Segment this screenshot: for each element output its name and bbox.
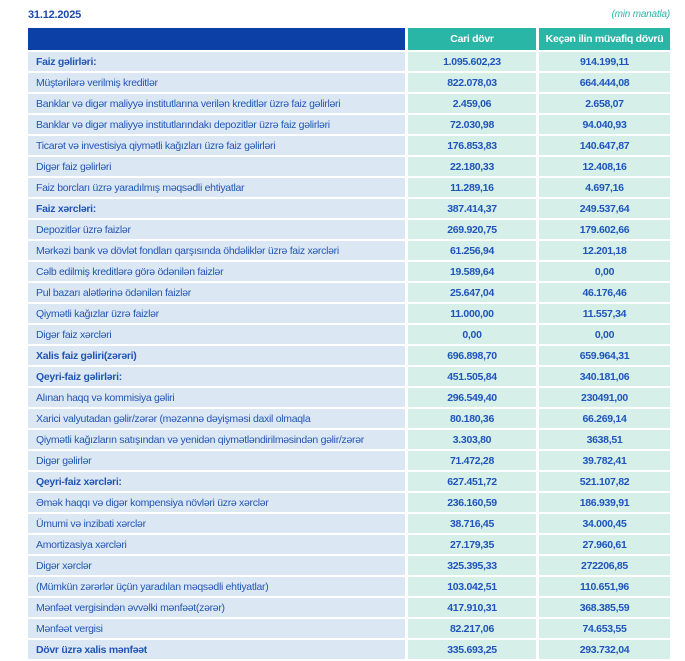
row-label: Xarici valyutadan gəlir/zərər (məzənnə dəyişməsi daxil olmaqla bbox=[28, 409, 405, 428]
currency-unit-note: (min manatla) bbox=[611, 9, 670, 20]
current-period-value: 80.180,36 bbox=[408, 409, 536, 428]
row-label: Alınan haqq və kommisiya gəliri bbox=[28, 388, 405, 407]
previous-period-value: 249.537,64 bbox=[539, 199, 670, 218]
previous-period-value: 293.732,04 bbox=[539, 640, 670, 659]
header-empty-cell bbox=[28, 28, 405, 50]
current-period-value: 325.395,33 bbox=[408, 556, 536, 575]
row-label: Digər gəlirlər bbox=[28, 451, 405, 470]
current-period-value: 72.030,98 bbox=[408, 115, 536, 134]
header-previous-period: Keçən ilin müvafiq dövrü bbox=[539, 28, 670, 50]
current-period-value: 296.549,40 bbox=[408, 388, 536, 407]
row-label: Depozitlər üzrə faizlər bbox=[28, 220, 405, 239]
previous-period-value: 94.040,93 bbox=[539, 115, 670, 134]
previous-period-value: 186.939,91 bbox=[539, 493, 670, 512]
row-label: Pul bazarı alətlərinə ödənilən faizlər bbox=[28, 283, 405, 302]
row-label: Banklar və digər maliyyə institutlarındakı depozitlər üzrə faiz gəlirləri bbox=[28, 115, 405, 134]
current-period-value: 27.179,35 bbox=[408, 535, 536, 554]
previous-period-value: 4.697,16 bbox=[539, 178, 670, 197]
row-label: Əmək haqqı və digər kompensiya növləri üzrə xərclər bbox=[28, 493, 405, 512]
previous-period-value: 659.964,31 bbox=[539, 346, 670, 365]
current-period-value: 387.414,37 bbox=[408, 199, 536, 218]
current-period-value: 71.472,28 bbox=[408, 451, 536, 470]
current-period-value: 11.000,00 bbox=[408, 304, 536, 323]
row-label: Qeyri-faiz gəlirləri: bbox=[28, 367, 405, 386]
row-label: Ticarət və investisiya qiymətli kağızları üzrə faiz gəlirləri bbox=[28, 136, 405, 155]
row-label: (Mümkün zərərlər üçün yaradılan məqsədli ehtiyatlar) bbox=[28, 577, 405, 596]
current-period-value: 176.853,83 bbox=[408, 136, 536, 155]
row-label: Digər faiz xərcləri bbox=[28, 325, 405, 344]
row-label: Faiz xərcləri: bbox=[28, 199, 405, 218]
current-period-value: 417.910,31 bbox=[408, 598, 536, 617]
previous-period-value: 914.199,11 bbox=[539, 52, 670, 71]
current-period-value: 269.920,75 bbox=[408, 220, 536, 239]
top-bar bbox=[0, 0, 685, 28]
row-label: Xalis faiz gəliri(zərəri) bbox=[28, 346, 405, 365]
current-period-value: 22.180,33 bbox=[408, 157, 536, 176]
previous-period-value: 179.602,66 bbox=[539, 220, 670, 239]
current-period-value: 11.289,16 bbox=[408, 178, 536, 197]
previous-period-value: 34.000,45 bbox=[539, 514, 670, 533]
row-label: Mənfəət vergisi bbox=[28, 619, 405, 638]
previous-period-value: 368.385,59 bbox=[539, 598, 670, 617]
row-label: Qiymətli kağızların satışından və yenidən qiymətləndirilməsindən gəlir/zərər bbox=[28, 430, 405, 449]
current-period-value: 38.716,45 bbox=[408, 514, 536, 533]
previous-period-value: 11.557,34 bbox=[539, 304, 670, 323]
previous-period-value: 272206,85 bbox=[539, 556, 670, 575]
row-label: Müştərilərə verilmiş kreditlər bbox=[28, 73, 405, 92]
previous-period-value: 12.408,16 bbox=[539, 157, 670, 176]
row-label: Cəlb edilmiş kreditlərə görə ödənilən faizlər bbox=[28, 262, 405, 281]
row-label: Digər xərclər bbox=[28, 556, 405, 575]
current-period-value: 0,00 bbox=[408, 325, 536, 344]
previous-period-value: 46.176,46 bbox=[539, 283, 670, 302]
previous-period-value: 0,00 bbox=[539, 325, 670, 344]
previous-period-value: 3638,51 bbox=[539, 430, 670, 449]
row-label: Mənfəət vergisindən əvvəlki mənfəət(zərər) bbox=[28, 598, 405, 617]
row-label: Digər faiz gəlirləri bbox=[28, 157, 405, 176]
report-date: 31.12.2025 bbox=[28, 9, 82, 21]
previous-period-value: 664.444,08 bbox=[539, 73, 670, 92]
current-period-value: 236.160,59 bbox=[408, 493, 536, 512]
current-period-value: 61.256,94 bbox=[408, 241, 536, 260]
previous-period-value: 12.201,18 bbox=[539, 241, 670, 260]
current-period-value: 25.647,04 bbox=[408, 283, 536, 302]
previous-period-value: 230491,00 bbox=[539, 388, 670, 407]
row-label: Banklar və digər maliyyə institutlarına verilən kreditlər üzrə faiz gəlirləri bbox=[28, 94, 405, 113]
previous-period-value: 521.107,82 bbox=[539, 472, 670, 491]
current-period-value: 822.078,03 bbox=[408, 73, 536, 92]
current-period-value: 3.303,80 bbox=[408, 430, 536, 449]
row-label: Qiymətli kağızlar üzrə faizlər bbox=[28, 304, 405, 323]
row-label: Qeyri-faiz xərcləri: bbox=[28, 472, 405, 491]
header-current-period: Cari dövr bbox=[408, 28, 536, 50]
row-label: Faiz borcları üzrə yaradılmış məqsədli ehtiyatlar bbox=[28, 178, 405, 197]
previous-period-value: 27.960,61 bbox=[539, 535, 670, 554]
previous-period-value: 0,00 bbox=[539, 262, 670, 281]
previous-period-value: 140.647,87 bbox=[539, 136, 670, 155]
current-period-value: 1.095.602,23 bbox=[408, 52, 536, 71]
current-period-value: 335.693,25 bbox=[408, 640, 536, 659]
current-period-value: 451.505,84 bbox=[408, 367, 536, 386]
income-statement-table bbox=[28, 28, 670, 659]
previous-period-value: 110.651,96 bbox=[539, 577, 670, 596]
row-label: Dövr üzrə xalis mənfəət bbox=[28, 640, 405, 659]
current-period-value: 19.589,64 bbox=[408, 262, 536, 281]
current-period-value: 2.459,06 bbox=[408, 94, 536, 113]
previous-period-value: 340.181,06 bbox=[539, 367, 670, 386]
previous-period-value: 39.782,41 bbox=[539, 451, 670, 470]
current-period-value: 696.898,70 bbox=[408, 346, 536, 365]
current-period-value: 82.217,06 bbox=[408, 619, 536, 638]
row-label: Ümumi və inzibati xərclər bbox=[28, 514, 405, 533]
row-label: Amortizasiya xərcləri bbox=[28, 535, 405, 554]
current-period-value: 103.042,51 bbox=[408, 577, 536, 596]
current-period-value: 627.451,72 bbox=[408, 472, 536, 491]
row-label: Mərkəzi bank və dövlət fondları qarşısında öhdəliklər üzrə faiz xərcləri bbox=[28, 241, 405, 260]
previous-period-value: 2.658,07 bbox=[539, 94, 670, 113]
previous-period-value: 74.653,55 bbox=[539, 619, 670, 638]
previous-period-value: 66.269,14 bbox=[539, 409, 670, 428]
row-label: Faiz gəlirləri: bbox=[28, 52, 405, 71]
